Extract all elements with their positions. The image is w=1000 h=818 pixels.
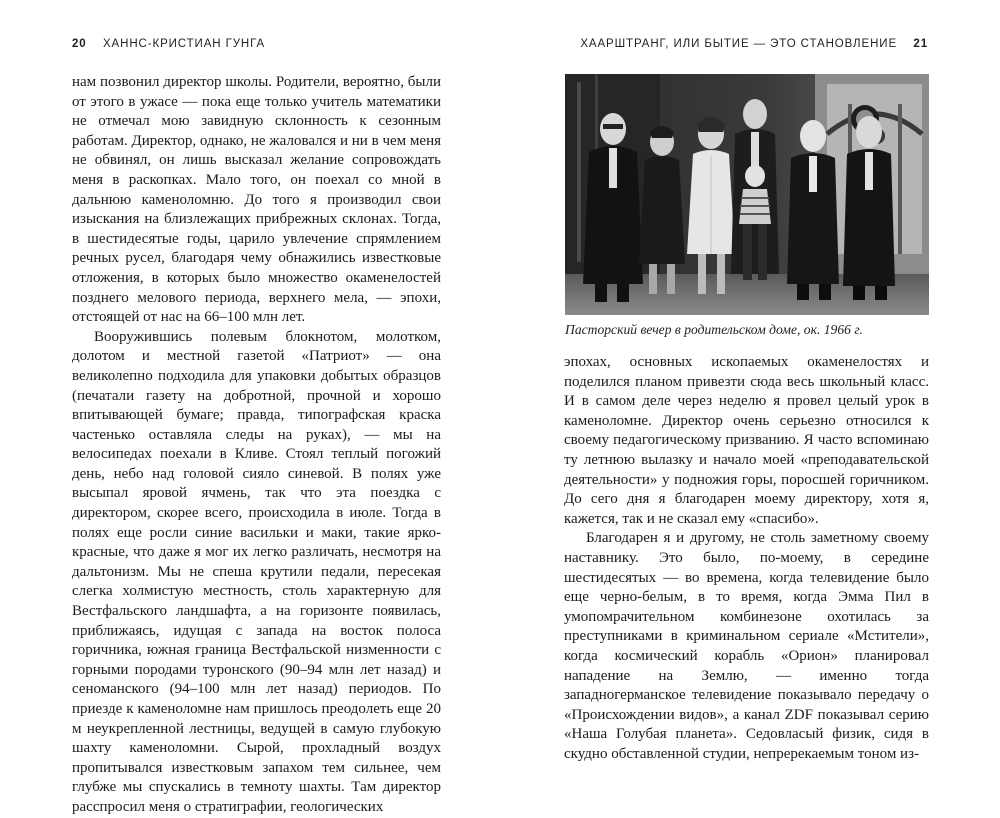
family-photo bbox=[565, 74, 929, 315]
right-running-head-title: ХААРШТРАНГ, ИЛИ БЫТИЕ — ЭТО СТАНОВЛЕНИЕ bbox=[580, 38, 898, 50]
right-page bbox=[500, 0, 1000, 762]
right-page-number: 21 bbox=[913, 38, 928, 50]
left-body-text bbox=[72, 73, 441, 818]
paragraph: нам позвонил директор школы. Родители, вероятно, были от этого в ужасе — пока еще только учитель математики не отмечал мою завидную склонность к сезонным работам. Директор, однако, не жаловался и ни в чем меня не обвинял, он лишь высказал желание сопровождать меня в раскопках. Мало того, он поехал со мной в дальнюю каменоломню. До того я производил свои изыскания на близлежащих прибрежных склонах. Тогда, в шестидесятые годы, царило увлечение спрямлением речных русел, благодаря чему обнажились известковые отложения, в которых было множество окаменелостей позднего мелового периода, верхнего мела, — эпохи, отстоящей от нас на 66–100 млн лет. bbox=[72, 74, 441, 326]
left-running-head bbox=[72, 38, 265, 50]
left-page bbox=[0, 0, 500, 815]
right-running-head bbox=[580, 38, 928, 50]
paragraph: Вооружившись полевым блокнотом, молотком, долотом и местной газетой «Патриот» — она великолепно подходила для упаковки добытых образцов (печатали газету на добротной, прочной и хорошо впитывающей бумаге; правда, типографская краска частенько оставляла следы на руках), — мы на велосипедах поехали в Кливе. Стоял теплый погожий день, небо над головой сияло синевой. В полях уже высыпал яровой ячмень, так что эта поездка с директором, скорее всего, происходила в июле. Тогда в полях еще росли синие васильки и маки, такие ярко-красные, что даже я мог их легко различать, несмотря на дальтонизм. Мы не спеша крутили педали, пересекая слегка холмистую местность, столь характерную для Вестфальского ландшафта, а на горизонте появилась, приближаясь, идущая с запада на восток полоса горичника, южная граница Вестфальской низменности с горными породами туронского (90–94 млн лет назад) и сеноманского (94–100 млн лет назад) периодов. По приезде к каменоломне нам пришлось преодолеть еще 20 м неукрепленной лестницы, ведущей в самую глубокую шахту каменоломни. Сырой, прохладный воздух пропитывался известковым запахом тем сильнее, чем глубже мы спускались в темноту шахты. Там директор расспросил меня о стратиграфии, геологических bbox=[72, 328, 441, 815]
right-body-text bbox=[564, 353, 929, 764]
left-page-number: 20 bbox=[72, 38, 87, 50]
paragraph: Благодарен я и другому, не столь заметному своему наставнику. Это было, по-моему, в середине шестидесятых — во времена, когда телевидение было еще черно-белым, в то время, когда Эмма Пил в умопомрачительном комбинезоне охотилась за преступниками в криминальном сериале «Мстители», когда космический корабль «Орион» планировал нападение на Землю, — именно тогда западногерманское телевидение показывало передачу о «Происхождении видов», а канал ZDF показывал серию «Наша Голубая планета». Седовласый физик, сидя в скудно обставленной студии, непререкаемым тоном из- bbox=[564, 530, 929, 762]
left-running-head-title: ХАННС-КРИСТИАН ГУНГА bbox=[102, 38, 266, 50]
photo-caption: Пасторский вечер в родительском доме, ок. 1966 г. bbox=[565, 322, 863, 337]
paragraph: эпохах, основных ископаемых окаменелостях и поделился планом привезти сюда весь школьный класс. И в самом деле через неделю я провел целый урок в каменоломне. Директор очень серьезно относился к своему педагогическому призванию. Я часто вспоминаю ту летнюю вылазку и начало моей «преподавательской деятельности» у подножия горы, поросшей горичником. До сего дня я благодарен моему директору, хотя я, кажется, так и не сказал ему «спасибо». bbox=[564, 354, 929, 527]
